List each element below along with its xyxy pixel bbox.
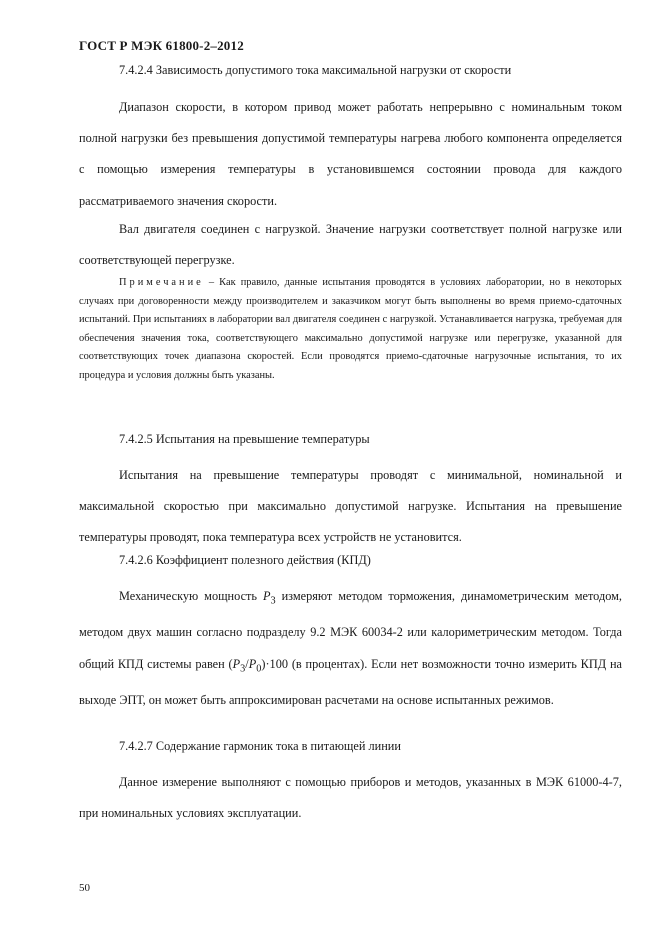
note: [79, 274, 622, 385]
section-heading-7-4-2-6: 7.4.2.6 Коэффициент полезного действия (КПД): [119, 553, 371, 567]
paragraph-text: Испытания на превышение температуры проводят с минимальной, номинальной и максимальной скоростью при максимально допустимой нагрузке. Испытания на превышение температуры проводят, пока температура всех устройств не установится.: [79, 468, 622, 544]
document-header: ГОСТ Р МЭК 61800-2–2012: [79, 38, 244, 53]
subscript: 3: [270, 595, 276, 607]
paragraph: [79, 214, 622, 276]
variable-p: P: [248, 656, 257, 671]
paragraph: [79, 581, 622, 716]
note-label: Примечание: [119, 277, 204, 288]
text-run: измеряют методом торможения, динамометрическим методом, методом двух машин согласно подразделу 9.2 МЭК 60034-2 или калориметрическим методом. Тогда общий КПД системы равен (: [79, 589, 622, 671]
note-body: – Как правило, данные испытания проводятся в условиях лаборатории, но в некоторых случаях при договоренности между производителем и заказчиком могут быть выполнены во время приемо-сдаточных испытаний. При испытаниях в лаборатории вал двигателя соединен с нагрузкой. Устанавливается нагрузка, требуемая для обеспечения значения тока, соответствующего максимально допустимой нагрузке или перегрузке, указанной для соответствующих точек диапазона скоростей. Если проводятся приемо-сдаточные нагрузочные испытания, то их процедура и условия должны быть указаны.: [79, 277, 622, 381]
paragraph-text: Данное измерение выполняют с помощью приборов и методов, указанных в МЭК 61000-4-7, при номинальных условиях эксплуатации.: [79, 775, 622, 820]
paragraph: [79, 767, 622, 829]
text-run: Механическую мощность: [119, 589, 263, 603]
section-heading-7-4-2-4: 7.4.2.4 Зависимость допустимого тока максимальной нагрузки от скорости: [119, 63, 512, 77]
note-text: [79, 274, 622, 385]
paragraph-text: Диапазон скорости, в котором привод может работать непрерывно с номинальным током полной нагрузки без превышения допустимой температуры нагрева любого компонента определяется с помощью измерения температуры в установившемся состоянии провода для каждого рассматриваемого значения скорости.: [79, 100, 622, 208]
section-heading-7-4-2-5: 7.4.2.5 Испытания на превышение температуры: [119, 432, 370, 446]
subscript: 3: [240, 663, 246, 675]
variable-p: P: [262, 589, 271, 603]
paragraph: [79, 92, 622, 217]
paragraph-text: Механическую мощность $P_3$ измеряют методом торможения, динамометрическим методом, методом двух машин согласно подразделу 9.2 МЭК 60034-2 или калориметрическим методом. Тогда общий КПД системы равен $(P_3/P_0)\cdot 100$ (в процентах). Если нет возможности точно измерить КПД на выходе ЭПТ, он может быть аппроксимирован расчетами на основе испытанных режимов.: [79, 589, 622, 707]
section-heading-7-4-2-7: 7.4.2.7 Содержание гармоник тока в питающей линии: [119, 739, 401, 753]
page-number: 50: [79, 882, 90, 894]
variable-p: P: [232, 656, 241, 671]
subscript: 0: [256, 663, 262, 675]
paragraph: [79, 460, 622, 553]
paragraph-text: Вал двигателя соединен с нагрузкой. Значение нагрузки соответствует полной нагрузке или соответствующей перегрузке.: [79, 222, 622, 267]
text-run: )·100 (в процентах). Если нет возможности точно измерить КПД на выходе ЭПТ, он может быть аппроксимирован расчетами на основе испытанных режимов.: [79, 656, 622, 707]
